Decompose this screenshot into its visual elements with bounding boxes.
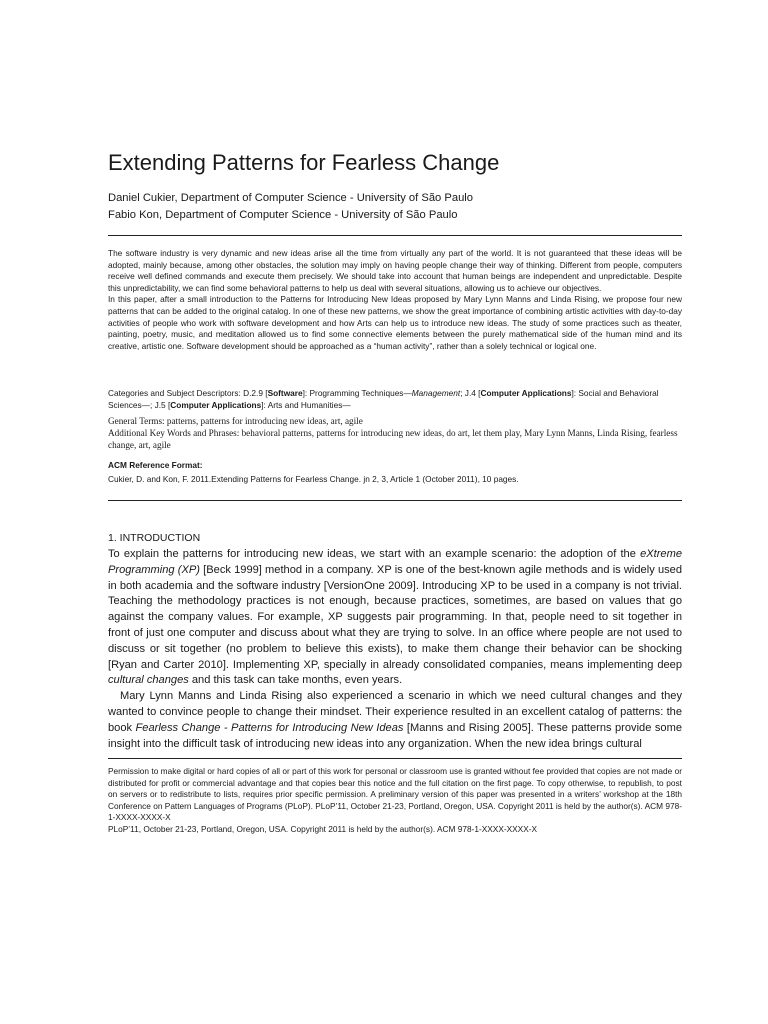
footnote-paragraph: PLoP’11, October 21-23, Portland, Oregon, USA. Copyright 2011 is held by the author(s). ACM 978-1-XXXX-XXXX-X [108,823,538,834]
body-paragraph: To explain the patterns for introducing new ideas, we start with an example scenario: the adoption of the eXtreme Programming (XP) [Beck 1999] method in a company. XP is one of the best-known agile methods and is widely used in both academia and the software industry [VersionOne 2009]. Introducing XP to be used in a company is not trivial. Teaching the methodology practices is not enough, because practices, sometimes, are based on values that go against the company values. For example, XP suggests pair programming. In that, people need to sit together in front of just one computer and discuss about what they are trying to solve. In an office where people are not used to discuss or sit together (no problem to believe this exists), to make them change their behavior can be shocking [Ryan and Carter 2010]. Implementing XP, specially in already consolidated companies, means implementing deep cultural changes and this task can take months, even years. [108,548,682,687]
abstract-paragraph: In this paper, after a small introduction to the Patterns for Introducing New Ideas proposed by Mary Lynn Manns and Linda Rising, we propose four new patterns that can be added to the original catalog. In one of these new patterns, we show the great importance of combining artistic activities with day-to-day activities of people who work with software development and how Arts can help us to introduce new ideas. The study of some practices such as theater, painting, poetry, music, and meditation allowed us to find some connective elements between the purely mathematical side of the human mind and its creative, artistic one. Software development should be approached as a “human activity”, rather than a solely technical or logical one. [108,294,682,351]
general-terms: General Terms: patterns, patterns for introducing new ideas, art, agile [108,416,363,426]
abstract-bottom-rule [108,500,682,501]
section-heading: 1. INTRODUCTION [108,532,201,544]
acm-reference: Cukier, D. and Kon, F. 2011.Extending Patterns for Fearless Change. jn 2, 3, Article 1 (October 2011), 10 pages. [108,474,519,484]
body-paragraph: Mary Lynn Manns and Linda Rising also experienced a scenario in which we need cultural changes and they wanted to convince people to change their mindset. Their experience resulted in an excellent catalog of patterns: the book Fearless Change - Patterns for Introducing New Ideas [Manns and Rising 2005]. These patterns provide some insight into the difficult task of introducing new ideas into any organization. When the new idea brings cultural [108,690,682,750]
footnote-paragraph: Permission to make digital or hard copies of all or part of this work for personal or classroom use is granted without fee provided that copies are not made or distributed for profit or commercial advantage and that copies bear this notice and the full citation on the first page. To copy otherwise, to republish, to post on servers or to redistribute to lists, requires prior specific permission. A preliminary version of this paper was presented in a writers’ workshop at the 18th Conference on Pattern Languages of Programs (PLoP). PLoP’11, October 21-23, Portland, Oregon, USA. Copyright 2011 is held by the author(s). ACM 978-1-XXXX-XXXX-X [108,766,682,823]
terms-block [108,415,682,451]
author-list [108,190,682,224]
permission-footnote [108,766,682,836]
acm-reference-heading: ACM Reference Format: [108,460,203,470]
categories-descriptors: Categories and Subject Descriptors: D.2.9 [Software]: Programming Techniques—Management; J.4 [Computer Applications]: Social and Behavioral Sciences—; J.5 [Computer Applications]: Arts and Humanities— [108,388,659,410]
paper-title: Extending Patterns for Fearless Change [108,150,500,175]
author-line: Daniel Cukier, Department of Computer Science - University of São Paulo [108,192,474,204]
abstract [108,248,682,352]
additional-keywords: Additional Key Words and Phrases: behavioral patterns, patterns for introducing new ideas, do art, let them play, Mary Lynn Manns, Linda Rising, fearless change, art, agile [108,428,678,450]
abstract-paragraph: The software industry is very dynamic and new ideas arise all the time from virtually any part of the world. It is not guaranteed that these ideas will be adopted, mainly because, among other obstacles, the solution may imply on having people change their way of thinking. Different from people, computers receive well defined commands and execute them precisely. We should take into account that human beings are independent and unpredictable. Despite this unpredictability, we can find some behavioral patterns to help us deal with several situations, allowing us to achieve our objectives. [108,248,682,293]
footnote-rule [108,758,682,759]
author-line: Fabio Kon, Department of Computer Science - University of São Paulo [108,209,458,221]
introduction-body [108,547,682,752]
top-rule [108,235,682,236]
